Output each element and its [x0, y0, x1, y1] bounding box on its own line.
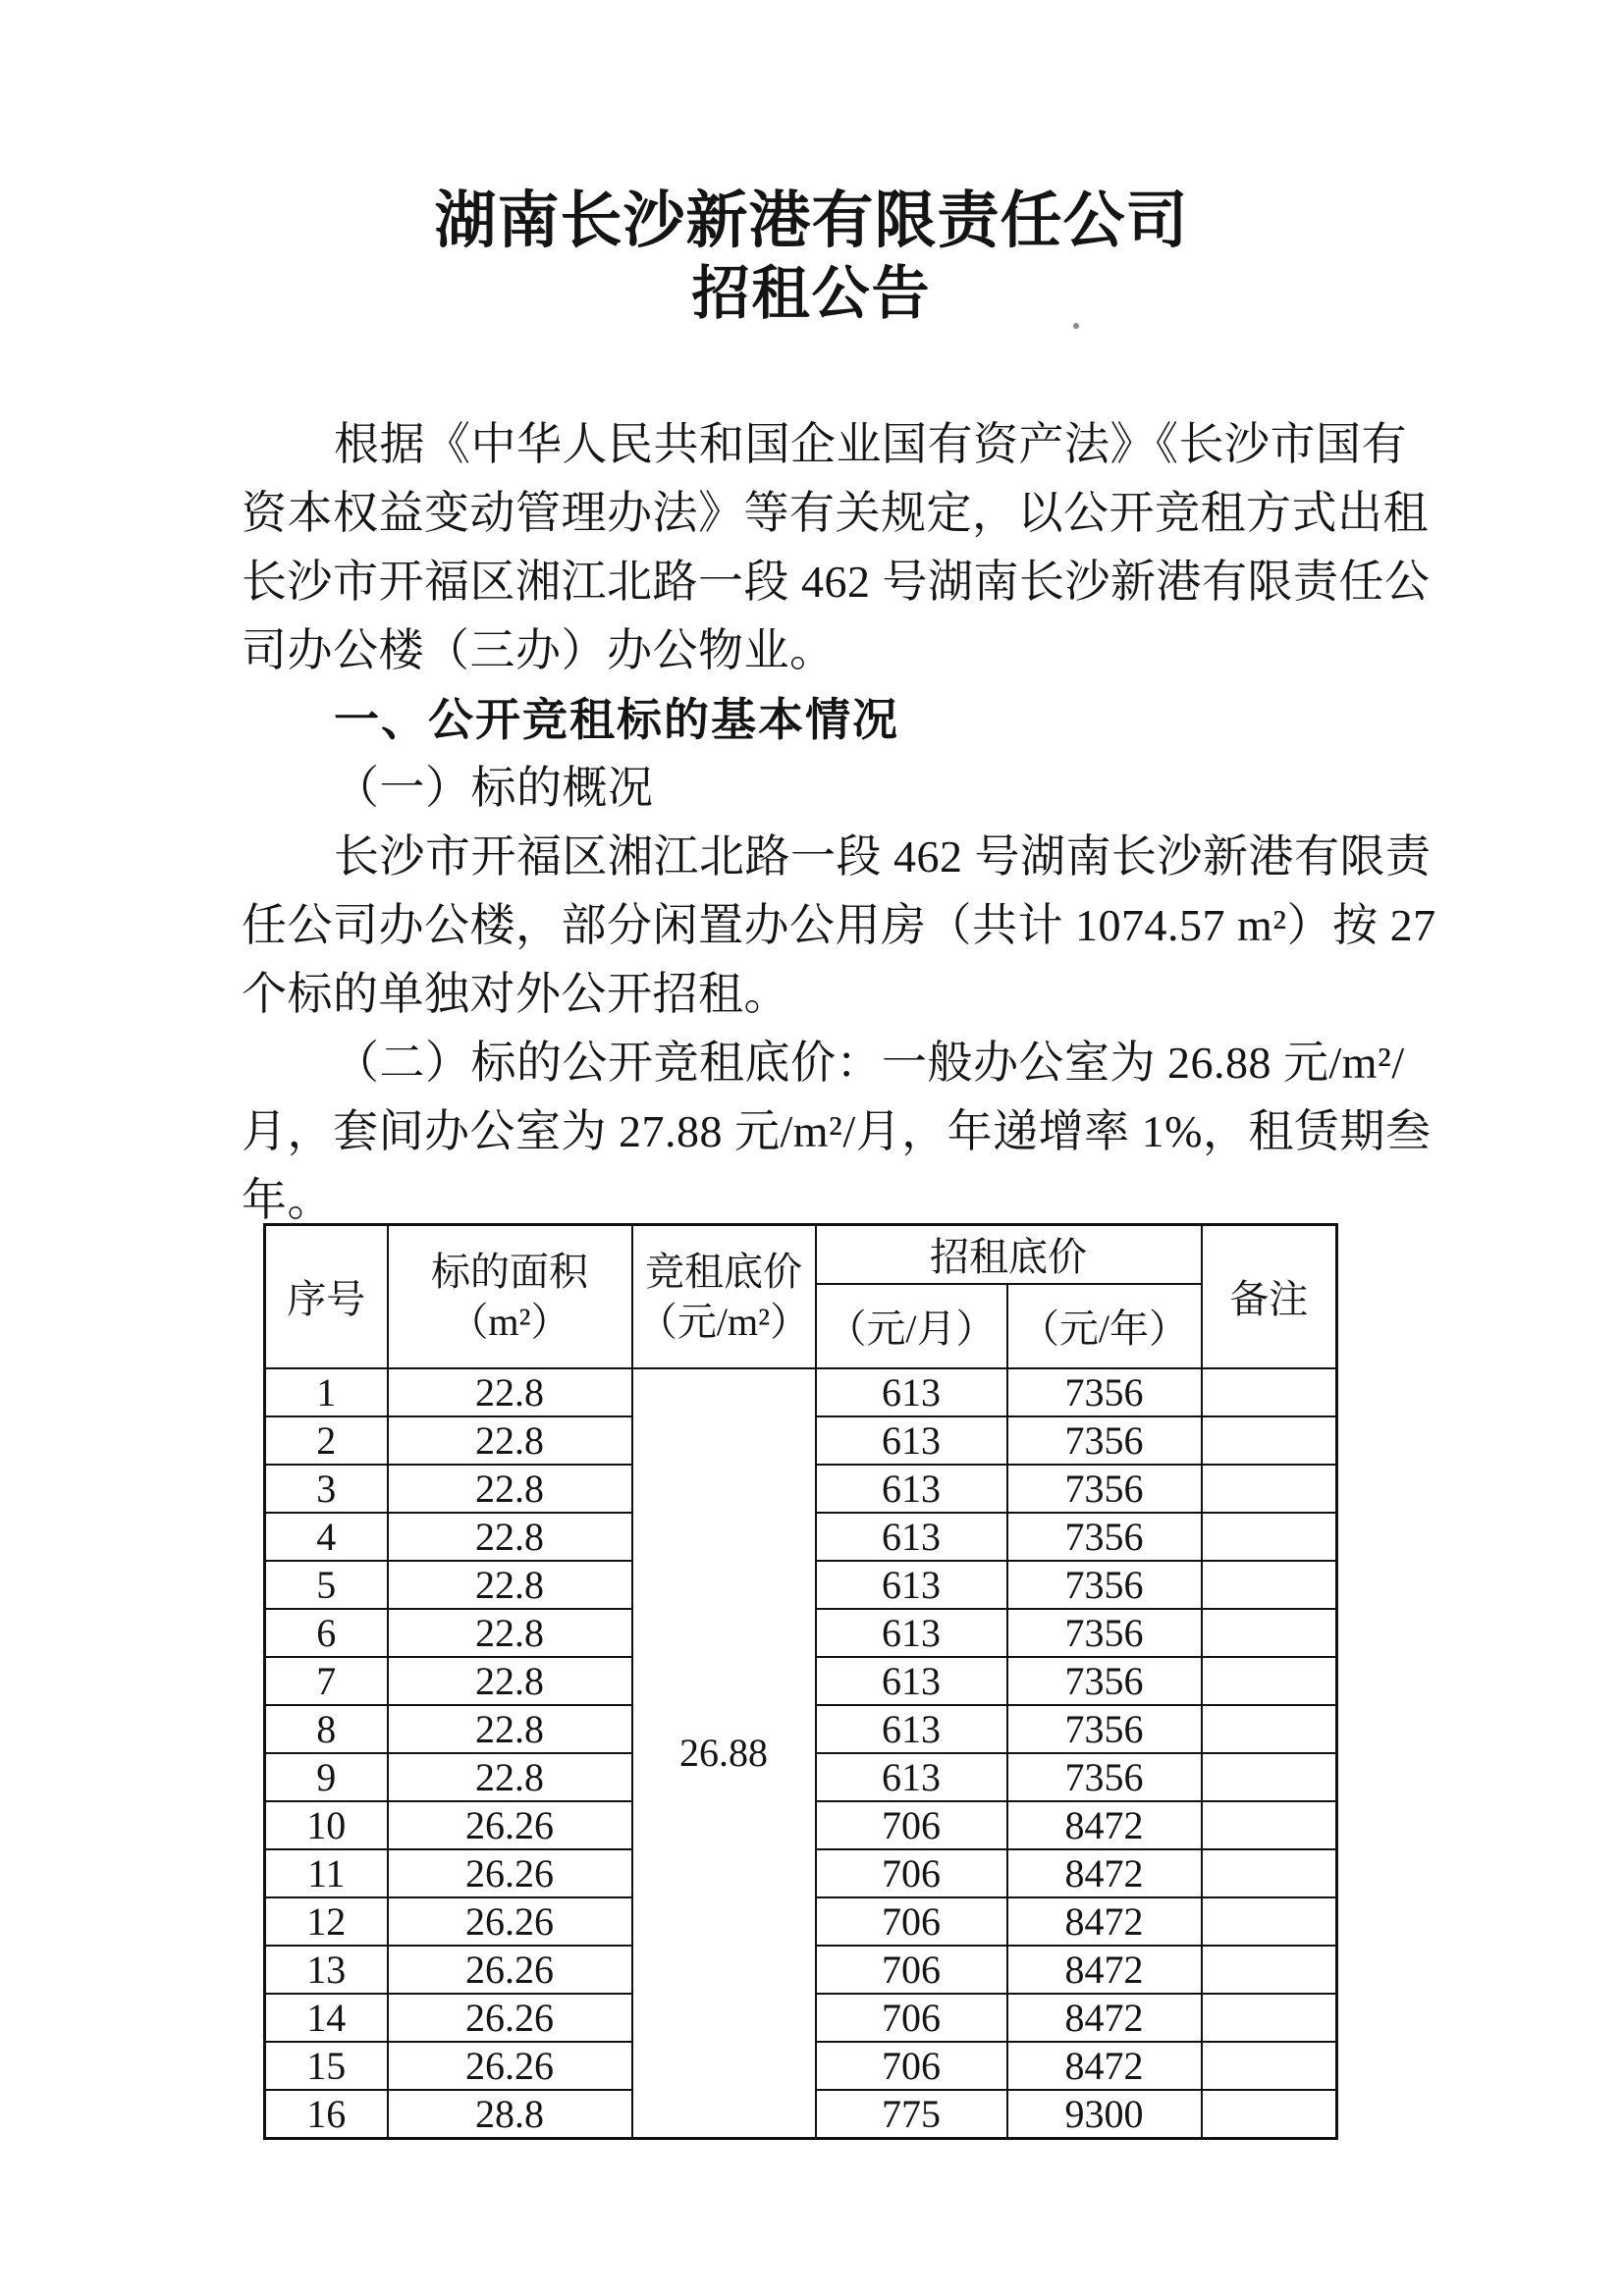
cell-target-area: 22.8 [388, 1368, 632, 1416]
title-block [0, 183, 1623, 328]
paragraph-1-line: 司办公楼（三办）办公物业。 [242, 625, 836, 675]
cell-rent-per-year: 8472 [1007, 1897, 1202, 1946]
table-row [265, 1368, 1337, 1416]
cell-target-area: 22.8 [388, 1657, 632, 1705]
cell-rent-per-month: 613 [816, 1465, 1007, 1513]
section-1-heading: 一、公开竞租标的基本情况 [334, 694, 899, 745]
cell-remarks [1202, 2090, 1337, 2139]
cell-serial-number: 15 [265, 2042, 388, 2090]
cell-rent-per-month: 706 [816, 2042, 1007, 2090]
cell-remarks [1202, 1368, 1337, 1416]
cell-remarks [1202, 1465, 1337, 1513]
cell-serial-number: 3 [265, 1465, 388, 1513]
cell-rent-per-month: 613 [816, 1416, 1007, 1465]
cell-rent-per-year: 8472 [1007, 1946, 1202, 1994]
document-title: 湖南长沙新港有限责任公司 [434, 187, 1189, 255]
cell-serial-number: 6 [265, 1609, 388, 1657]
cell-target-area: 22.8 [388, 1513, 632, 1561]
header-target-area-line2: （m²） [449, 1299, 570, 1344]
cell-rent-per-month: 613 [816, 1705, 1007, 1753]
cell-bid-base-price-merged: 26.88 [632, 1368, 816, 2139]
cell-target-area: 22.8 [388, 1609, 632, 1657]
header-serial-number: 序号 [265, 1225, 388, 1368]
cell-target-area: 22.8 [388, 1705, 632, 1753]
header-bid-base-price-line2: （元/m²） [637, 1299, 810, 1344]
cell-remarks [1202, 1609, 1337, 1657]
cell-remarks [1202, 1561, 1337, 1609]
cell-rent-per-year: 7356 [1007, 1465, 1202, 1513]
cell-serial-number: 2 [265, 1416, 388, 1465]
paragraph-3-line: 年。 [242, 1175, 333, 1225]
cell-serial-number: 4 [265, 1513, 388, 1561]
body-text [242, 410, 1436, 1235]
cell-target-area: 26.26 [388, 2042, 632, 2090]
cell-rent-per-year: 7356 [1007, 1657, 1202, 1705]
cell-rent-per-year: 7356 [1007, 1368, 1202, 1416]
cell-target-area: 26.26 [388, 1946, 632, 1994]
cell-target-area: 26.26 [388, 1897, 632, 1946]
cell-serial-number: 10 [265, 1801, 388, 1849]
cell-target-area: 26.26 [388, 1849, 632, 1897]
cell-rent-per-month: 706 [816, 1994, 1007, 2042]
cell-rent-per-year: 7356 [1007, 1609, 1202, 1657]
cell-serial-number: 5 [265, 1561, 388, 1609]
header-rent-base-price-group: 招租底价 [816, 1225, 1202, 1284]
cell-remarks [1202, 1994, 1337, 2042]
header-target-area-line1: 标的面积 [431, 1249, 588, 1294]
table-header [265, 1225, 1337, 1368]
header-bid-base-price [632, 1225, 816, 1368]
cell-rent-per-month: 613 [816, 1657, 1007, 1705]
cell-remarks [1202, 1897, 1337, 1946]
cell-remarks [1202, 1849, 1337, 1897]
header-target-area [388, 1225, 632, 1368]
cell-target-area: 26.26 [388, 1801, 632, 1849]
cell-rent-per-year: 7356 [1007, 1705, 1202, 1753]
cell-rent-per-month: 613 [816, 1561, 1007, 1609]
document-subtitle: 招租公告 [691, 261, 932, 326]
cell-serial-number: 16 [265, 2090, 388, 2139]
cell-rent-per-year: 9300 [1007, 2090, 1202, 2139]
cell-rent-per-month: 706 [816, 1897, 1007, 1946]
cell-remarks [1202, 1705, 1337, 1753]
cell-target-area: 26.26 [388, 1994, 632, 2042]
cell-rent-per-year: 8472 [1007, 1801, 1202, 1849]
cell-rent-per-year: 8472 [1007, 2042, 1202, 2090]
cell-serial-number: 11 [265, 1849, 388, 1897]
cell-serial-number: 1 [265, 1368, 388, 1416]
paragraph-2-line: 长沙市开福区湘江北路一段 462 号湖南长沙新港有限责 [334, 831, 1432, 881]
table-body [265, 1368, 1337, 2139]
cell-serial-number: 14 [265, 1994, 388, 2042]
cell-rent-per-month: 706 [816, 1801, 1007, 1849]
cell-serial-number: 12 [265, 1897, 388, 1946]
paragraph-2-line: 个标的单独对外公开招租。 [242, 969, 789, 1019]
cell-rent-per-month: 613 [816, 1753, 1007, 1801]
cell-rent-per-month: 613 [816, 1513, 1007, 1561]
cell-rent-per-month: 706 [816, 1946, 1007, 1994]
cell-serial-number: 7 [265, 1657, 388, 1705]
header-remarks: 备注 [1202, 1225, 1337, 1368]
cell-rent-per-month: 775 [816, 2090, 1007, 2139]
paragraph-1-line: 资本权益变动管理办法》等有关规定，以公开竞租方式出租 [242, 488, 1429, 538]
cell-rent-per-year: 7356 [1007, 1513, 1202, 1561]
cell-rent-per-year: 7356 [1007, 1561, 1202, 1609]
paragraph-3-line: （二）标的公开竞租底价：一般办公室为 26.88 元/m²/ [334, 1038, 1405, 1088]
cell-rent-per-year: 8472 [1007, 1994, 1202, 2042]
cell-rent-per-year: 8472 [1007, 1849, 1202, 1897]
cell-target-area: 28.8 [388, 2090, 632, 2139]
cell-target-area: 22.8 [388, 1561, 632, 1609]
cell-target-area: 22.8 [388, 1753, 632, 1801]
cell-remarks [1202, 2042, 1337, 2090]
paragraph-2-line: 任公司办公楼，部分闲置办公用房（共计 1074.57 m²）按 27 [242, 900, 1436, 950]
cell-serial-number: 8 [265, 1705, 388, 1753]
rent-price-table [263, 1223, 1338, 2140]
cell-rent-per-month: 706 [816, 1849, 1007, 1897]
header-bid-base-price-line1: 竞租底价 [645, 1249, 802, 1294]
paragraph-1-line: 长沙市开福区湘江北路一段 462 号湖南长沙新港有限责任公 [242, 557, 1431, 607]
scan-speck-dot [1073, 323, 1079, 329]
paragraph-1-line: 根据《中华人民共和国企业国有资产法》《长沙市国有 [334, 419, 1407, 469]
cell-rent-per-month: 613 [816, 1609, 1007, 1657]
cell-rent-per-year: 7356 [1007, 1753, 1202, 1801]
header-yuan-per-month: （元/月） [816, 1284, 1007, 1368]
cell-remarks [1202, 1753, 1337, 1801]
cell-serial-number: 9 [265, 1753, 388, 1801]
cell-target-area: 22.8 [388, 1465, 632, 1513]
header-yuan-per-year: （元/年） [1007, 1284, 1202, 1368]
cell-remarks [1202, 1513, 1337, 1561]
cell-rent-per-year: 7356 [1007, 1416, 1202, 1465]
cell-remarks [1202, 1416, 1337, 1465]
cell-remarks [1202, 1657, 1337, 1705]
cell-serial-number: 13 [265, 1946, 388, 1994]
cell-target-area: 22.8 [388, 1416, 632, 1465]
paragraph-3-line: 月，套间办公室为 27.88 元/m²/月，年递增率 1%，租赁期叁 [242, 1106, 1432, 1156]
cell-rent-per-month: 613 [816, 1368, 1007, 1416]
cell-remarks [1202, 1946, 1337, 1994]
cell-remarks [1202, 1801, 1337, 1849]
subsection-1-heading: （一）标的概况 [334, 763, 654, 813]
